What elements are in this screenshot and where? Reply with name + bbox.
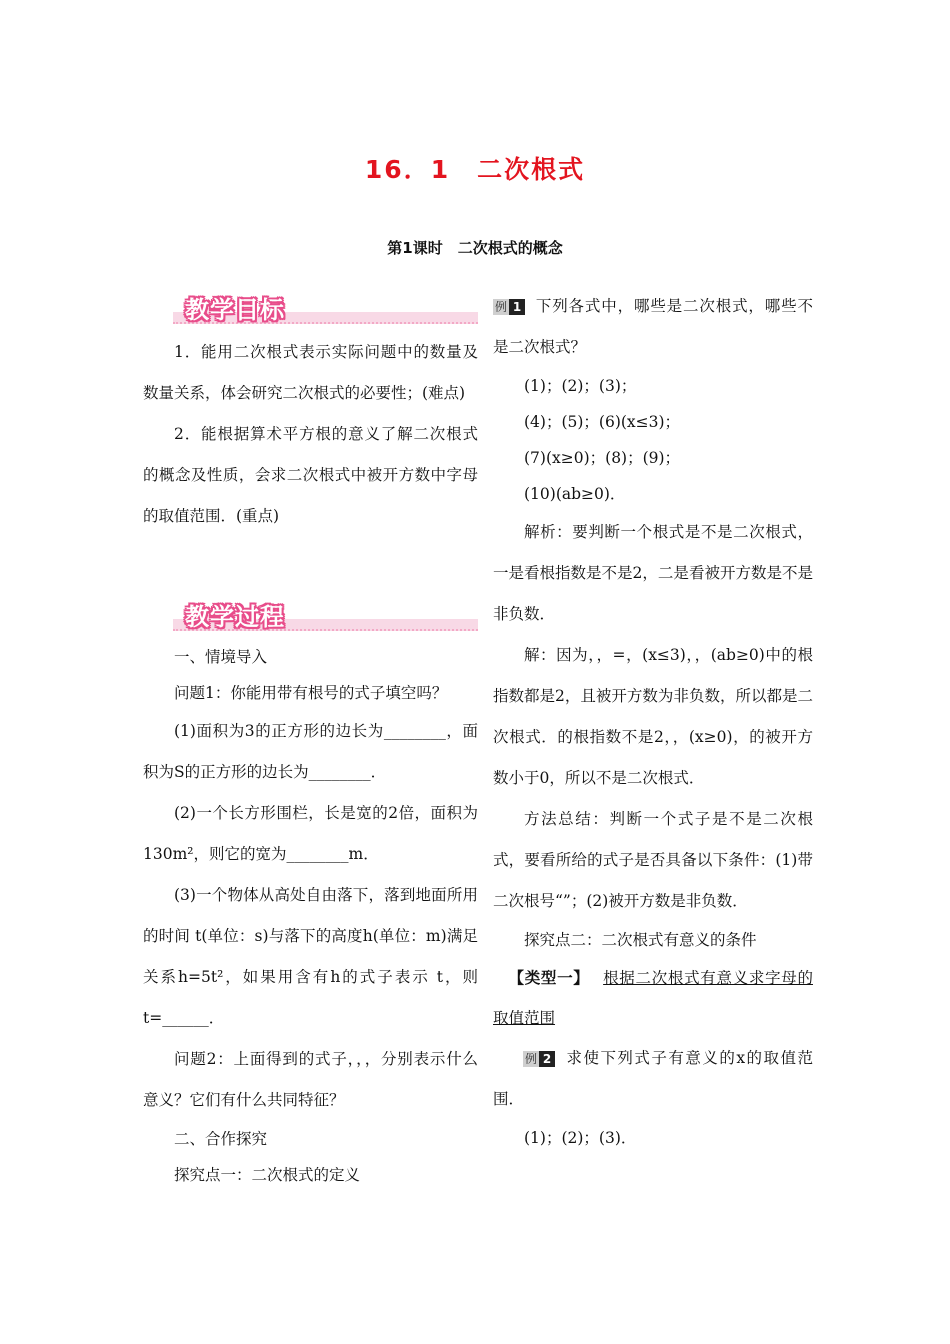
solution: 解：因为，，=，(x≤3)，，(ab≥0)中的根指数都是2，且被开方数为非负数，所以都是二次根式．的根指数不是2，，(x≥0)，的被开方数小于0，所以不是二次根式． bbox=[493, 646, 813, 787]
teaching-goals-banner bbox=[143, 290, 478, 326]
question-1-part-1: (1)面积为3的正方形的边长为________，面积为S的正方形的边长为________． bbox=[143, 722, 478, 781]
goal-2: 2．能根据算术平方根的意义了解二次根式的概念及性质，会求二次根式中被开方数中字母的取值范围．(重点) bbox=[143, 425, 478, 525]
section-2-heading: 二、合作探究 bbox=[174, 1130, 268, 1148]
example-1-items-line-1: (1)；(2)；(3)； bbox=[524, 377, 637, 395]
exploration-point-1: 探究点一：二次根式的定义 bbox=[174, 1166, 361, 1184]
section-1-heading: 一、情境导入 bbox=[174, 648, 268, 666]
question-1: 问题1：你能用带有根号的式子填空吗？ bbox=[174, 684, 448, 702]
question-2: 问题2：上面得到的式子，，，分别表示什么意义？它们有什么共同特征？ bbox=[143, 1050, 478, 1109]
exploration-point-2: 探究点二：二次根式有意义的条件 bbox=[524, 931, 757, 949]
example-1-items-line-2: (4)；(5)；(6)(x≤3)； bbox=[524, 413, 681, 431]
goal-1: 1．能用二次根式表示实际问题中的数量及数量关系，体会研究二次根式的必要性；(难点) bbox=[143, 343, 478, 402]
example-2-badge: 例 2 bbox=[523, 1051, 557, 1067]
lesson-subtitle: 第1课时 二次根式的概念 bbox=[387, 239, 563, 257]
type-1-label: 【类型一】 bbox=[508, 968, 590, 987]
method-summary: 方法总结：判断一个式子是不是二次根式，要看所给的式子是否具备以下条件：(1)带二次根号“”；(2)被开方数是非负数． bbox=[493, 810, 813, 910]
question-1-part-3: (3)一个物体从高处自由落下，落到地面所用的时间 t(单位：s)与落下的高度h(单位：m)满足关系h=5t²，如果用含有h的式子表示 t，则 t=______． bbox=[143, 886, 478, 1027]
banner-label: 教学目标 bbox=[185, 296, 285, 324]
left-column bbox=[143, 290, 478, 1193]
example-2-question: 例 2 求使下列式子有意义的x的取值范围． bbox=[493, 1049, 813, 1108]
example-1-question: 例 1 下列各式中，哪些是二次根式，哪些不是二次根式？ bbox=[493, 297, 813, 356]
example-1-items-line-4: (10)(ab≥0)． bbox=[524, 485, 626, 503]
example-1-badge: 例 1 bbox=[493, 299, 527, 315]
type-1-heading bbox=[493, 958, 813, 1038]
right-column bbox=[493, 286, 813, 1156]
type-1-text: 根据二次根式有意义求字母的取值范围 bbox=[493, 969, 813, 1027]
teaching-process-banner bbox=[143, 597, 478, 633]
analysis: 解析：要判断一个根式是不是二次根式，一是看根指数是不是2，二是看被开方数是不是非负数． bbox=[493, 523, 813, 623]
question-1-part-2: (2)一个长方形围栏，长是宽的2倍，面积为130m²，则它的宽为________m． bbox=[143, 804, 478, 863]
banner-label: 教学过程 bbox=[185, 603, 285, 631]
example-2-items: (1)；(2)；(3)． bbox=[524, 1129, 637, 1147]
example-1-items-line-3: (7)(x≥0)；(8)；(9)； bbox=[524, 449, 681, 467]
page-title: 16．1 二次根式 bbox=[364, 155, 586, 184]
